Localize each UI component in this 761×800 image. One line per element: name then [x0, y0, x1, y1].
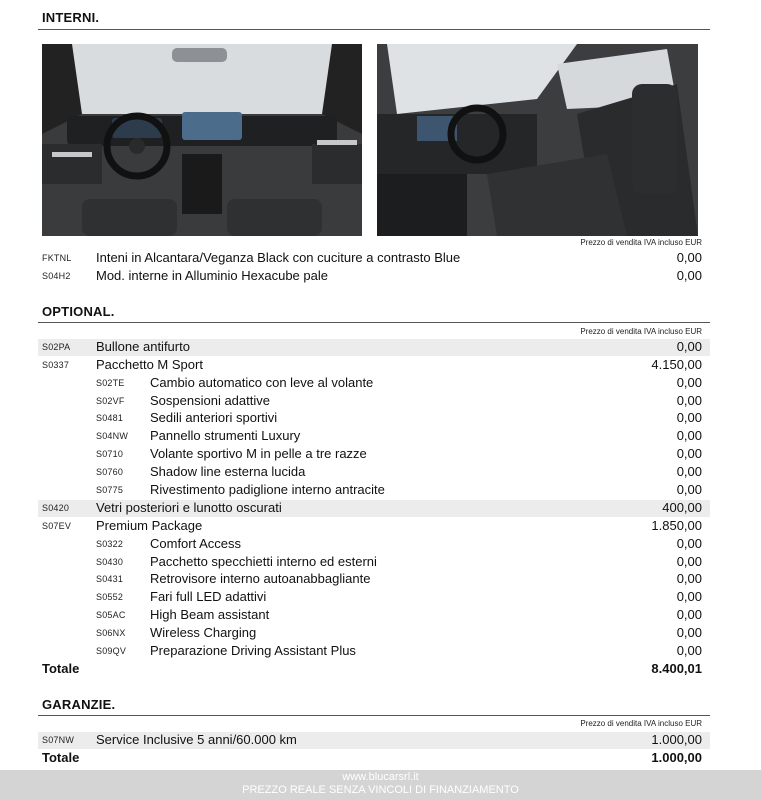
section-title-optional: OPTIONAL.: [42, 304, 115, 319]
section-title-interni: INTERNI.: [42, 10, 100, 25]
option-price: 0,00: [676, 643, 702, 658]
option-price: 1.850,00: [651, 518, 702, 533]
option-price: 0,00: [676, 446, 702, 461]
section-divider: [38, 715, 710, 716]
table-row: [0, 356, 761, 374]
option-description: Shadow line esterna lucida: [150, 464, 306, 479]
table-subrow: [0, 642, 761, 660]
option-description: Rivestimento padiglione interno antracite: [150, 482, 385, 497]
total-row: [0, 749, 761, 767]
option-description: Inteni in Alcantara/Veganza Black con cuciture a contrasto Blue: [96, 250, 461, 265]
option-code: S04NW: [96, 431, 129, 441]
table-row: [0, 338, 761, 356]
option-price: 0,00: [676, 464, 702, 479]
table-subrow: [0, 392, 761, 410]
option-code: S0420: [42, 503, 70, 513]
section-title-garanzie: GARANZIE.: [42, 697, 116, 712]
option-code: S0431: [96, 574, 124, 584]
table-subrow: [0, 588, 761, 606]
option-description: Preparazione Driving Assistant Plus: [150, 643, 356, 658]
total-label: Totale: [42, 661, 80, 676]
option-code: S02TE: [96, 378, 125, 388]
option-code: S02VF: [96, 396, 125, 406]
option-code: S0775: [96, 485, 124, 495]
price-column-header: Prezzo di vendita IVA incluso EUR: [580, 719, 702, 728]
option-price: 0,00: [676, 428, 702, 443]
option-price: 4.150,00: [651, 357, 702, 372]
option-price: 0,00: [676, 607, 702, 622]
option-description: Sospensioni adattive: [150, 393, 270, 408]
option-price: 1.000,00: [651, 732, 702, 747]
option-description: Bullone antifurto: [96, 339, 190, 354]
table-subrow: [0, 624, 761, 642]
option-price: 0,00: [676, 536, 702, 551]
option-description: Premium Package: [96, 518, 203, 533]
option-description: Mod. interne in Alluminio Hexacube pale: [96, 268, 328, 283]
option-description: Cambio automatico con leve al volante: [150, 375, 374, 390]
table-row: [0, 517, 761, 535]
option-description: Pacchetto specchietti interno ed esterni: [150, 554, 377, 569]
option-description: Retrovisore interno autoanabbagliante: [150, 571, 371, 586]
option-code: FKTNL: [42, 253, 72, 263]
table-row: [0, 267, 761, 285]
option-code: S0430: [96, 557, 124, 567]
interior-side-photo: [377, 44, 698, 236]
option-description: Pannello strumenti Luxury: [150, 428, 301, 443]
option-description: Sedili anteriori sportivi: [150, 410, 278, 425]
table-subrow: [0, 481, 761, 499]
option-price: 0,00: [676, 571, 702, 586]
option-price: 0,00: [676, 250, 702, 265]
section-divider: [38, 322, 710, 323]
table-subrow: [0, 535, 761, 553]
table-subrow: [0, 445, 761, 463]
option-description: High Beam assistant: [150, 607, 270, 622]
table-subrow: [0, 374, 761, 392]
option-price: 0,00: [676, 393, 702, 408]
total-value: 8.400,01: [651, 661, 702, 676]
option-code: S0760: [96, 467, 124, 477]
option-code: S0337: [42, 360, 70, 370]
table-subrow: [0, 409, 761, 427]
interior-front-photo: [42, 44, 362, 236]
total-row: [0, 660, 761, 678]
option-code: S06NX: [96, 628, 126, 638]
option-price: 400,00: [662, 500, 702, 515]
total-value: 1.000,00: [651, 750, 702, 765]
option-description: Service Inclusive 5 anni/60.000 km: [96, 732, 297, 747]
price-column-header: Prezzo di vendita IVA incluso EUR: [580, 327, 702, 336]
section-divider: [38, 29, 710, 30]
option-price: 0,00: [676, 554, 702, 569]
table-row: [0, 499, 761, 517]
table-subrow: [0, 463, 761, 481]
option-price: 0,00: [676, 268, 702, 283]
option-price: 0,00: [676, 410, 702, 425]
table-subrow: [0, 427, 761, 445]
footer-banner: [0, 770, 761, 800]
option-code: S0322: [96, 539, 124, 549]
option-code: S07NW: [42, 735, 75, 745]
option-price: 0,00: [676, 589, 702, 604]
table-row: [0, 249, 761, 267]
option-code: S02PA: [42, 342, 71, 352]
footer-disclaimer: PREZZO REALE SENZA VINCOLI DI FINANZIAMENTO: [242, 784, 519, 796]
option-description: Pacchetto M Sport: [96, 357, 203, 372]
table-subrow: [0, 553, 761, 571]
option-code: S04H2: [42, 271, 71, 281]
option-code: S05AC: [96, 610, 126, 620]
option-code: S0710: [96, 449, 124, 459]
option-price: 0,00: [676, 375, 702, 390]
option-price: 0,00: [676, 625, 702, 640]
option-description: Volante sportivo M in pelle a tre razze: [150, 446, 367, 461]
option-code: S0481: [96, 413, 124, 423]
footer-website: www.blucarsrl.it: [342, 771, 419, 783]
option-description: Comfort Access: [150, 536, 242, 551]
table-subrow: [0, 606, 761, 624]
total-label: Totale: [42, 750, 80, 765]
table-row: [0, 731, 761, 749]
option-description: Vetri posteriori e lunotto oscurati: [96, 500, 282, 515]
option-code: S09QV: [96, 646, 127, 656]
option-price: 0,00: [676, 339, 702, 354]
option-price: 0,00: [676, 482, 702, 497]
table-subrow: [0, 570, 761, 588]
option-description: Wireless Charging: [150, 625, 257, 640]
price-column-header: Prezzo di vendita IVA incluso EUR: [580, 238, 702, 247]
option-code: S0552: [96, 592, 124, 602]
option-code: S07EV: [42, 521, 72, 531]
option-description: Fari full LED adattivi: [150, 589, 267, 604]
